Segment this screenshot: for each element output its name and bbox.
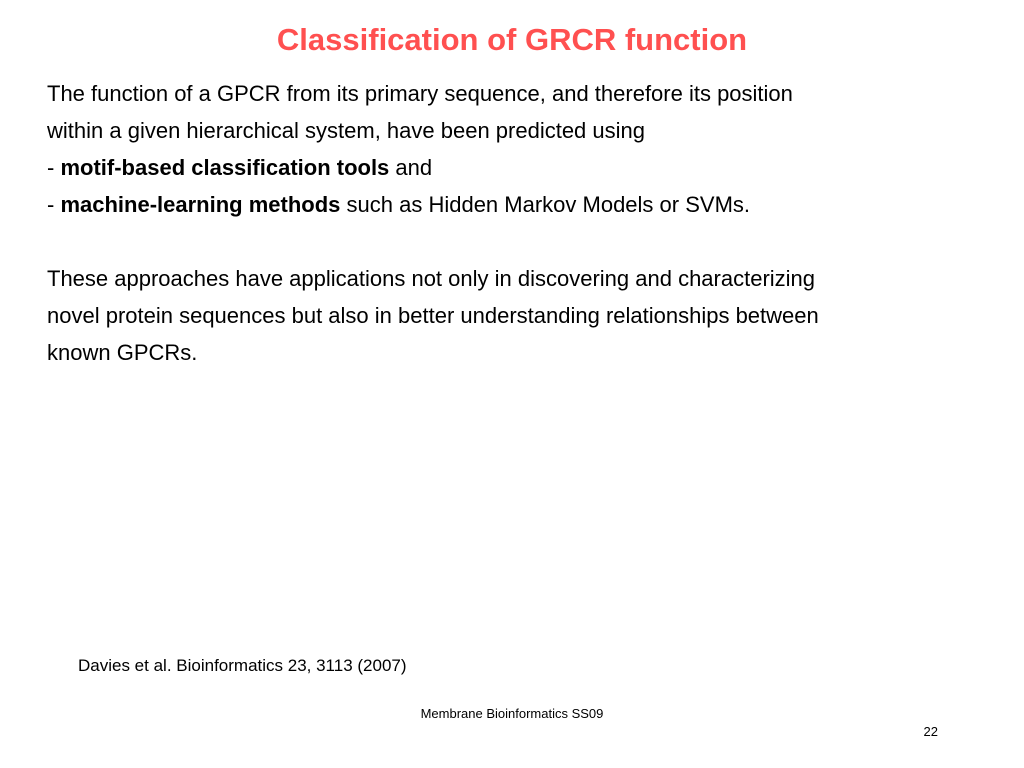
paragraph-1-line-2: within a given hierarchical system, have been predicted using	[47, 118, 645, 143]
footer-course-name: Membrane Bioinformatics SS09	[420, 706, 604, 721]
citation: Davies et al. Bioinformatics 23, 3113 (2007)	[78, 656, 407, 675]
paragraph-spacer	[47, 223, 987, 260]
bullet-bold-text: motif-based classification tools	[60, 155, 390, 180]
bullet-item-motif-tools	[47, 149, 987, 186]
bullet-rest-text: such as Hidden Markov Models or SVMs.	[340, 192, 751, 217]
slide-body	[47, 75, 987, 371]
paragraph-2-line-1: These approaches have applications not only in discovering and characterizing	[47, 266, 816, 291]
bullet-dash: -	[47, 192, 61, 217]
bullet-dash: -	[47, 155, 61, 180]
bullet-bold-text: machine-learning methods	[60, 192, 341, 217]
paragraph-1-line-1: The function of a GPCR from its primary sequence, and therefore its position	[47, 81, 793, 106]
paragraph-2-line-2: novel protein sequences but also in better understanding relationships between	[47, 303, 819, 328]
slide-title: Classification of GRCR function	[276, 22, 748, 57]
page-number: 22	[923, 724, 938, 739]
paragraph-2-line-3: known GPCRs.	[47, 340, 198, 365]
bullet-rest-text: and	[389, 155, 433, 180]
bullet-item-machine-learning	[47, 186, 987, 223]
